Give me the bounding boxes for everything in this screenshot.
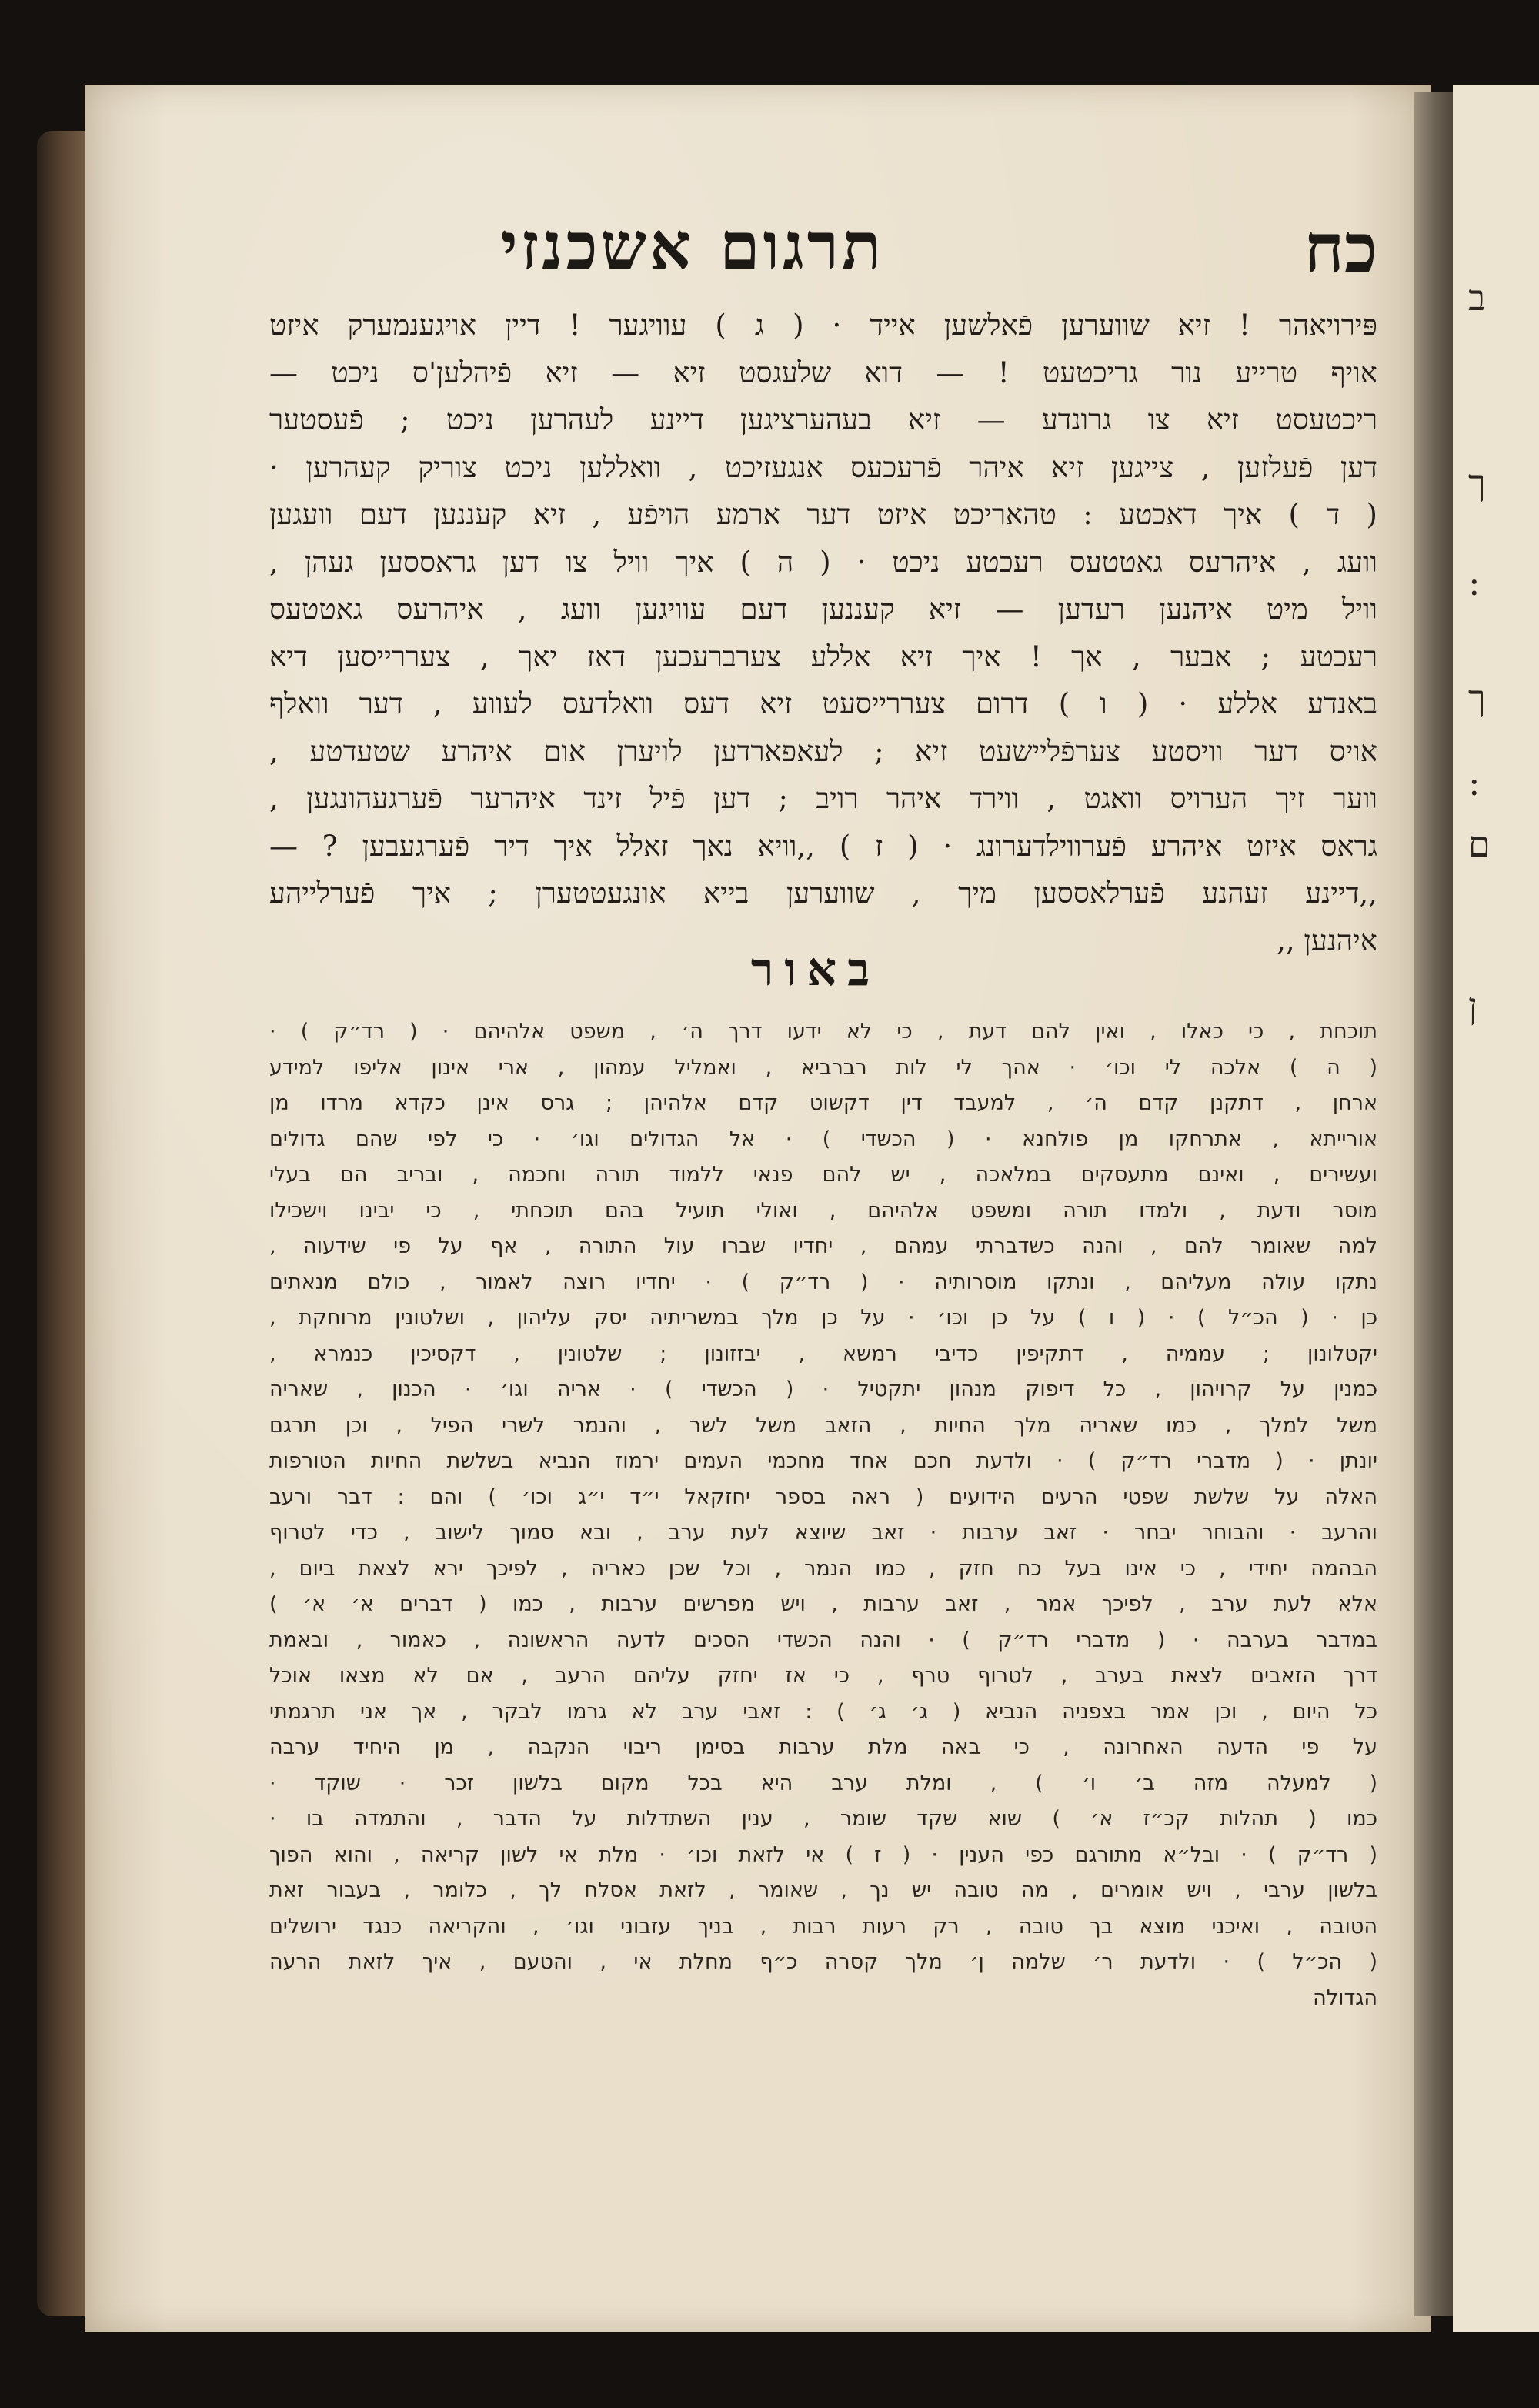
text-line: ( למעלה מזה ב׳ ו׳ ) , ומלת ערב היא בכל מקום בלשון זכר · שוקד · (269, 1771, 1377, 1795)
text-line: וויל מיט איהנען רעדען — זיא קעננען דעם עוויגען וועג , איהרעס גאטטעס (269, 593, 1377, 626)
page-header (254, 208, 1377, 300)
text-line: על פי הדעה האחרונה , כי באה מלת ערבות בסימן ריבוי הנקבה , מן היחיד ערבה (269, 1735, 1377, 1759)
next-page-fragment: : (1468, 562, 1481, 603)
translation-text-block (269, 302, 1377, 964)
book-gutter (1414, 92, 1454, 2316)
next-page-fragment: ם (1468, 823, 1491, 865)
text-line: משל למלך , כמו שאריה מלך החיות , הזאב משל לשר , והנמר לשרי הפיל , וכן תרגם (269, 1413, 1377, 1438)
page-number: כח (1304, 208, 1377, 288)
next-page-fragment: ב (1468, 277, 1486, 319)
text-line: באנדע אללע · ( ו ) דרום צעררייסעט זיא דעס וואלדעס לעווע , דער וואלף (269, 687, 1377, 720)
text-line: אויס דער וויסטע צערפֿליישעט זיא ; לעאפארדען לויערן אום איהרע שטעדטע , (269, 734, 1377, 768)
text-line: רעכטע ; אבער , אך ! איך זיא אללע צערברעכען דאז יאך , צעררייסען דיא (269, 640, 1377, 673)
text-line: ארחן , דתקנן קדם ה׳ , למעבד דין דקשוט קדם אלהיהן ; גרס אינן כקדא מרדו מן (269, 1091, 1377, 1115)
text-line: ( הכ״ל ) · ולדעת ר׳ שלמה ן׳ מלך קסרה כ״ף מחלת אי , והטעם , איך לזאת הרעה (269, 1950, 1377, 1974)
text-line: וועג , איהרעס גאטטעס רעכטע ניכט · ( ה ) איך וויל צו דען גראססען געהן , (269, 545, 1377, 579)
text-line: תוכחת , כי כאלו , ואין להם דעת , כי לא ידעו דרך ה׳ , משפט אלהיהם · ( רד״ק ) · (269, 1020, 1377, 1044)
text-line: הטובה , ואיכני מוצא בך טובה , רק רעות רבות , בניך עזבוני וגו׳ , והקריאה כנגד ירושלים (269, 1914, 1377, 1939)
next-page-fragment: ך (1468, 462, 1486, 503)
text-line: יקטלונון ; עממיה , דתקיפין כדיבי רמשא , יבזזונון ; שלטונין , דקסיכין כנמרא , (269, 1341, 1377, 1366)
next-page-fragment: ן (1468, 985, 1477, 1027)
next-page-fragment: : (1468, 762, 1481, 803)
text-line: הבהמה יחידי , כי אינו בעל כח חזק , כמו הנמר , וכל שכן כאריה , לפיכך ירא לצאת ביום , (269, 1556, 1377, 1581)
commentary-heading: באור (750, 943, 881, 997)
running-title: תרגום אשכנזי (500, 208, 885, 284)
text-line: ועשירים , ואינם מתעסקים במלאכה , יש להם פנאי ללמוד תורה וחכמה , ובריב הם בעלי (269, 1163, 1377, 1187)
commentary-text-block (269, 1014, 1377, 2016)
text-line: ווער זיך הערויס וואגט , ווירד איהר רויב ; דען פֿיל זינד איהרער פֿערגעהונגען , (269, 782, 1377, 815)
text-line: והרעב · והבוחר יבחר · זאב ערבות · זאב שיוצא לעת ערב , ובא סמוך לישוב , כדי לטרוף (269, 1521, 1377, 1545)
text-line: בלשון ערבי , ויש אומרים , מה טובה יש נך , שאומר , לזאת אסלח לך , כלומר , בעבור זאת (269, 1879, 1377, 1902)
text-line: במדבר בערבה · ( מדברי רד״ק ) · והנה הכשדי הסכים לדעה הראשונה , כאמור , ובאמת (269, 1628, 1377, 1652)
text-line: כמנין על קרויהון , כל דיפוק מנהון יתקטיל · ( הכשדי ) · אריה וגו׳ · הכנון , שאריה (269, 1378, 1377, 1401)
text-line: מוסר ודעת , ולמדו תורה ומשפט אלהיהם , ואולי תועיל בהם תוכחתי , כי יבינו וישכילו (269, 1198, 1377, 1223)
text-line: ,,דיינע זעהנע פֿערלאססען מיך , שווערען בייא אונגעטטערן ; איך פֿערלייהע (269, 877, 1377, 910)
text-line: פּירויאהר ! זיא שווערען פֿאלשען אייד · ( ג ) עוויגער ! דיין אויגענמערק איזט (269, 309, 1377, 342)
text-line: ריכטעסט זיא צו גרונדע — זיא בעהערציגען דיינע לעהרען ניכט ; פֿעסטער (269, 403, 1377, 436)
text-line: ( רד״ק ) · ובל״א מתורגם כפי הענין · ( ז ) אי לזאת וכו׳ · מלת אי לשון קריאה , והוא הפוך (269, 1842, 1377, 1867)
next-page-fragment: ך (1468, 677, 1486, 719)
text-line: איהנען ,, (1277, 923, 1377, 957)
text-line: ( ה ) אלכה לי וכו׳ · אהך לי לות רברביא , ואמליל עמהון , ארי אינון אליפו למידע (269, 1055, 1377, 1080)
text-line: גראס איזט איהרע פֿערווילדערונג · ( ז ) ,,וויא נאך זאלל איך דיר פֿערגעבען ? — (269, 829, 1377, 863)
text-line: אויף טרייע נור גריכטעט ! — דוא שלעגסט זיא — זיא פֿיהלען'ס ניכט — (269, 356, 1377, 389)
text-line: למה שאומר להם , והנה כשדברתי עמהם , יחדיו שברו עול התורה , אף על פי שידעוה , (269, 1234, 1377, 1258)
right-page-edge (1453, 85, 1539, 2332)
text-line: דרך הזאבים לצאת בערב , לטרוף טרף , כי אז יחזק עליהם הרעב , אם לא מצאו אוכל (269, 1664, 1377, 1688)
text-line: דען פֿעלזען , צייגען זיא איהר פֿרעכעס אנגעזיכט , וואללען ניכט צוריק קעהרען · (269, 450, 1377, 484)
text-line: כמו ( תהלות קכ״ז א׳ ) שוא שקד שומר , ענין השתדלות על הדבר , והתמדה בו · (269, 1807, 1377, 1831)
text-line: כל היום , וכן אמר בצפניה הנביא ( ג׳ ג׳ ) : זאבי ערב לא גרמו לבקר , אך אני תרגמתי (269, 1699, 1377, 1724)
text-line: יונתן · ( מדברי רד״ק ) · ולדעת חכם אחד מחכמי העמים ירמוז הנביא בשלשת החיות הטורפות (269, 1449, 1377, 1473)
text-line: אורייתא , אתרחקו מן פולחנא · ( הכשדי ) · אל הגדולים וגו׳ · כי לפי שהם גדולים (269, 1127, 1377, 1151)
text-line: ( ד ) איך דאכטע : טהאריכט איזט דער ארמע הויפֿע , זיא קעננען דעם וועגען (269, 498, 1377, 531)
text-line: אלא לעת ערב , לפיכך אמר , זאב ערבות , ויש מפרשים ערבות , כמו ( דברים א׳ א׳ ) (269, 1592, 1377, 1616)
text-line: האלה על שלשת שפטי הרעים הידועים ( ראה בספר יחזקאל י״ד י״ג וכו׳ ) והם : דבר ורעב (269, 1485, 1377, 1509)
text-line: הגדולה (1313, 1986, 1377, 2010)
text-line: כן · ( הכ״ל ) · ( ו ) על כן וכו׳ · על כן מלך במשריתיה יסק עליהון , ושלטונין מרוחקת , (269, 1306, 1377, 1330)
text-line: נתקו עולה מעליהם , ונתקו מוסרותיה · ( רד״ק ) · יחדיו רוצה לאמור , כולם מנאתים (269, 1270, 1377, 1294)
